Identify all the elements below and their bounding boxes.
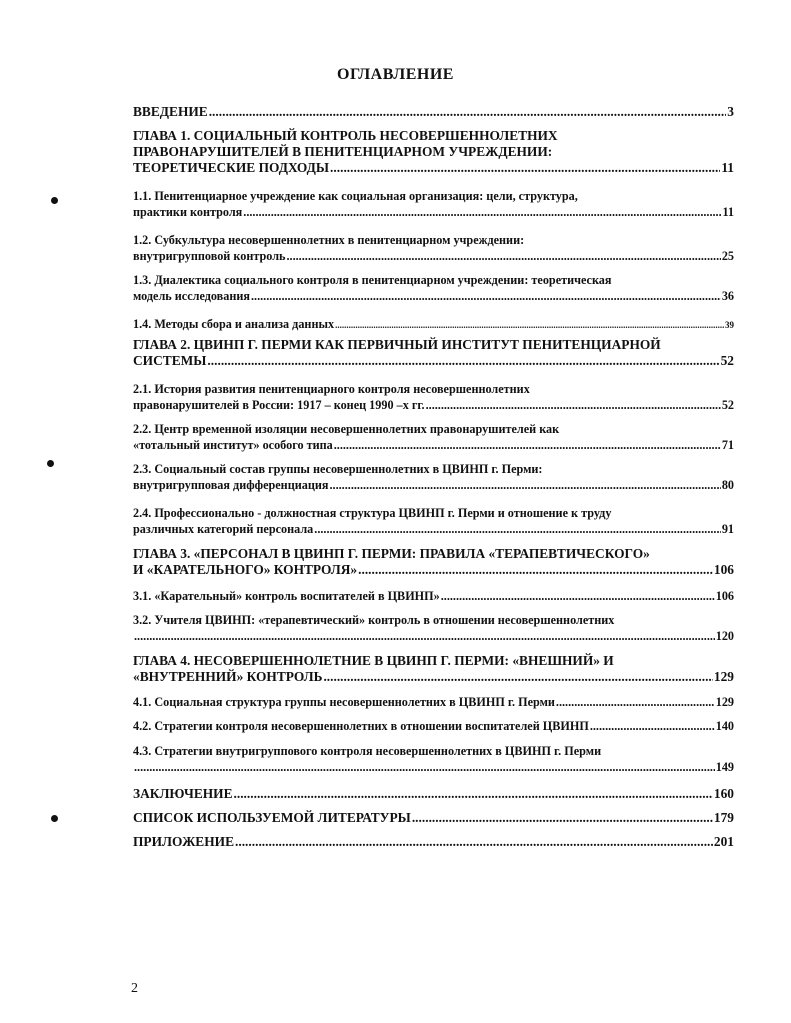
toc-section-6[interactable] xyxy=(133,316,734,333)
toc-leader-dots xyxy=(243,204,721,220)
toc-page-number: 106 xyxy=(715,589,734,603)
toc-page-number: 25 xyxy=(721,249,734,263)
toc-leader-dots xyxy=(234,786,713,802)
toc-entry-text: ПРАВОНАРУШИТЕЛЕЙ В ПЕНИТЕНЦИАРНОМ УЧРЕЖДЕНИИ: xyxy=(133,144,553,159)
toc-entry-text: внутригрупповая дифференциация xyxy=(133,478,329,492)
toc-entry-text: 1.3. Диалектика социального контроля в пенитенциарном учреждении: теоретическая xyxy=(133,273,612,287)
toc-chapter-12[interactable] xyxy=(133,546,734,578)
toc-entry-text: 2.4. Профессионально - должностная структура ЦВИНП г. Перми и отношение к труду xyxy=(133,506,612,520)
toc-entry-text: 4.3. Стратегии внутригруппового контроля несовершеннолетних в ЦВИНП г. Перми xyxy=(133,744,602,758)
toc-entry-text: ЗАКЛЮЧЕНИЕ xyxy=(133,786,233,801)
toc-section-14[interactable] xyxy=(133,612,734,644)
toc-entry-text: ВВЕДЕНИЕ xyxy=(133,104,208,119)
toc-entry-text: ГЛАВА 3. «ПЕРСОНАЛ В ЦВИНП Г. ПЕРМИ: ПРАВИЛА «ТЕРАПЕВТИЧЕСКОГО» xyxy=(133,546,650,561)
toc-page-number: 52 xyxy=(721,398,734,412)
toc-section-13[interactable] xyxy=(133,588,734,604)
toc-leader-dots xyxy=(412,810,713,826)
toc-page-number: 160 xyxy=(713,786,734,801)
toc-section-11[interactable] xyxy=(133,505,734,537)
toc-entry-text: 1.4. Методы сбора и анализа данных xyxy=(133,317,335,331)
toc-page-number: 80 xyxy=(721,478,734,492)
toc-page-number: 3 xyxy=(727,104,734,119)
margin-bullet-2 xyxy=(47,460,54,467)
toc-entry-text: И «КАРАТЕЛЬНОГО» КОНТРОЛЯ» xyxy=(133,562,358,577)
margin-bullet-1 xyxy=(51,197,58,204)
toc-page-number: 140 xyxy=(715,719,734,733)
toc-page-number: 91 xyxy=(721,522,734,536)
toc-leader-dots xyxy=(335,317,724,333)
toc-section-4[interactable] xyxy=(133,232,734,264)
toc-leader-dots xyxy=(314,521,721,537)
toc-entry-text: СИСТЕМЫ xyxy=(133,353,207,368)
toc-page-number: 149 xyxy=(715,760,734,774)
toc-leader-dots xyxy=(251,288,721,304)
toc-entry-text: «ВНУТРЕННИЙ» КОНТРОЛЬ xyxy=(133,669,323,684)
toc-section-18[interactable] xyxy=(133,743,734,775)
toc-chapter-19[interactable] xyxy=(133,786,734,802)
toc-section-8[interactable] xyxy=(133,381,734,413)
toc-entry-text: 1.1. Пенитенциарное учреждение как социальная организация: цели, структура, xyxy=(133,189,578,203)
toc-chapter-2[interactable] xyxy=(133,128,734,176)
toc-section-17[interactable] xyxy=(133,718,734,734)
toc-entry-text: ГЛАВА 1. СОЦИАЛЬНЫЙ КОНТРОЛЬ НЕСОВЕРШЕННОЛЕТНИХ xyxy=(133,128,558,143)
toc-entry-text: ТЕОРЕТИЧЕСКИЕ ПОДХОДЫ xyxy=(133,160,330,175)
toc-entry-text: 3.1. «Карательный» контроль воспитателей в ЦВИНП» xyxy=(133,589,440,603)
toc-entry-text: 3.2. Учителя ЦВИНП: «терапевтический» контроль в отношении несовершеннолетних xyxy=(133,613,615,627)
toc-leader-dots xyxy=(590,718,715,734)
toc-entry-text: 2.2. Центр временной изоляции несовершеннолетних правонарушителей как xyxy=(133,422,560,436)
toc-leader-dots xyxy=(134,759,715,775)
toc-section-5[interactable] xyxy=(133,272,734,304)
toc-entry-text: ПРИЛОЖЕНИЕ xyxy=(133,834,235,849)
toc-entry-text: различных категорий персонала xyxy=(133,522,314,536)
toc-entry-text: 4.2. Стратегии контроля несовершеннолетних в отношении воспитателей ЦВИНП xyxy=(133,719,589,733)
toc-section-10[interactable] xyxy=(133,461,734,493)
toc-chapter-15[interactable] xyxy=(133,653,734,685)
margin-bullet-3 xyxy=(51,815,58,822)
toc-entry-text: модель исследования xyxy=(133,289,250,303)
toc-page-number: 179 xyxy=(713,810,734,825)
toc-leader-dots xyxy=(235,834,713,850)
toc-leader-dots xyxy=(556,694,715,710)
page-number: 2 xyxy=(131,981,138,996)
toc-page-number: 11 xyxy=(721,160,734,175)
toc-leader-dots xyxy=(334,437,721,453)
toc-section-16[interactable] xyxy=(133,694,734,710)
toc-chapter-7[interactable] xyxy=(133,337,734,369)
toc-leader-dots xyxy=(330,160,720,176)
toc-page-number: 129 xyxy=(713,669,734,684)
toc-page-number: 201 xyxy=(713,834,734,849)
toc-leader-dots xyxy=(207,353,719,369)
toc-entry-text: правонарушителей в России: 1917 – конец 1990 –х гг. xyxy=(133,398,425,412)
toc-leader-dots xyxy=(441,588,715,604)
toc-page-number: 129 xyxy=(715,695,734,709)
toc-leader-dots xyxy=(329,477,720,493)
toc-section-9[interactable] xyxy=(133,421,734,453)
toc-page-number: 106 xyxy=(713,562,734,577)
toc-page-number: 120 xyxy=(715,629,734,643)
toc-chapter-1[interactable] xyxy=(133,104,734,120)
toc-page-number: 39 xyxy=(725,320,734,330)
toc-entry-text: 2.1. История развития пенитенциарного контроля несовершеннолетних xyxy=(133,382,530,396)
page-title: ОГЛАВЛЕНИЕ xyxy=(337,66,454,83)
toc-page-number: 71 xyxy=(721,438,734,452)
toc-page-number: 36 xyxy=(721,289,734,303)
toc-section-3[interactable] xyxy=(133,188,734,220)
toc-entry-text: ГЛАВА 4. НЕСОВЕРШЕННОЛЕТНИЕ В ЦВИНП Г. ПЕРМИ: «ВНЕШНИЙ» И xyxy=(133,653,614,668)
toc-leader-dots xyxy=(286,248,720,264)
toc-entry-text: «тотальный институт» особого типа xyxy=(133,438,333,452)
toc-leader-dots xyxy=(323,669,712,685)
toc-leader-dots xyxy=(358,562,713,578)
toc-page-number: 52 xyxy=(720,353,734,368)
toc-chapter-20[interactable] xyxy=(133,810,734,826)
toc-entry-text: 1.2. Субкультура несовершеннолетних в пенитенциарном учреждении: xyxy=(133,233,525,247)
toc-leader-dots xyxy=(426,397,721,413)
toc-leader-dots xyxy=(209,104,727,120)
toc-entry-text: 2.3. Социальный состав группы несовершеннолетних в ЦВИНП г. Перми: xyxy=(133,462,543,476)
toc-page-number: 11 xyxy=(722,205,734,219)
toc-entry-text: ГЛАВА 2. ЦВИНП Г. ПЕРМИ КАК ПЕРВИЧНЫЙ ИНСТИТУТ ПЕНИТЕНЦИАРНОЙ xyxy=(133,337,661,352)
toc-entry-text: внутригрупповой контроль xyxy=(133,249,286,263)
toc-entry-text: СПИСОК ИСПОЛЬЗУЕМОЙ ЛИТЕРАТУРЫ xyxy=(133,810,411,825)
toc-entry-text: 4.1. Социальная структура группы несовершеннолетних в ЦВИНП г. Перми xyxy=(133,695,555,709)
toc-chapter-21[interactable] xyxy=(133,834,734,850)
toc-leader-dots xyxy=(134,628,715,644)
toc-entry-text: практики контроля xyxy=(133,205,243,219)
